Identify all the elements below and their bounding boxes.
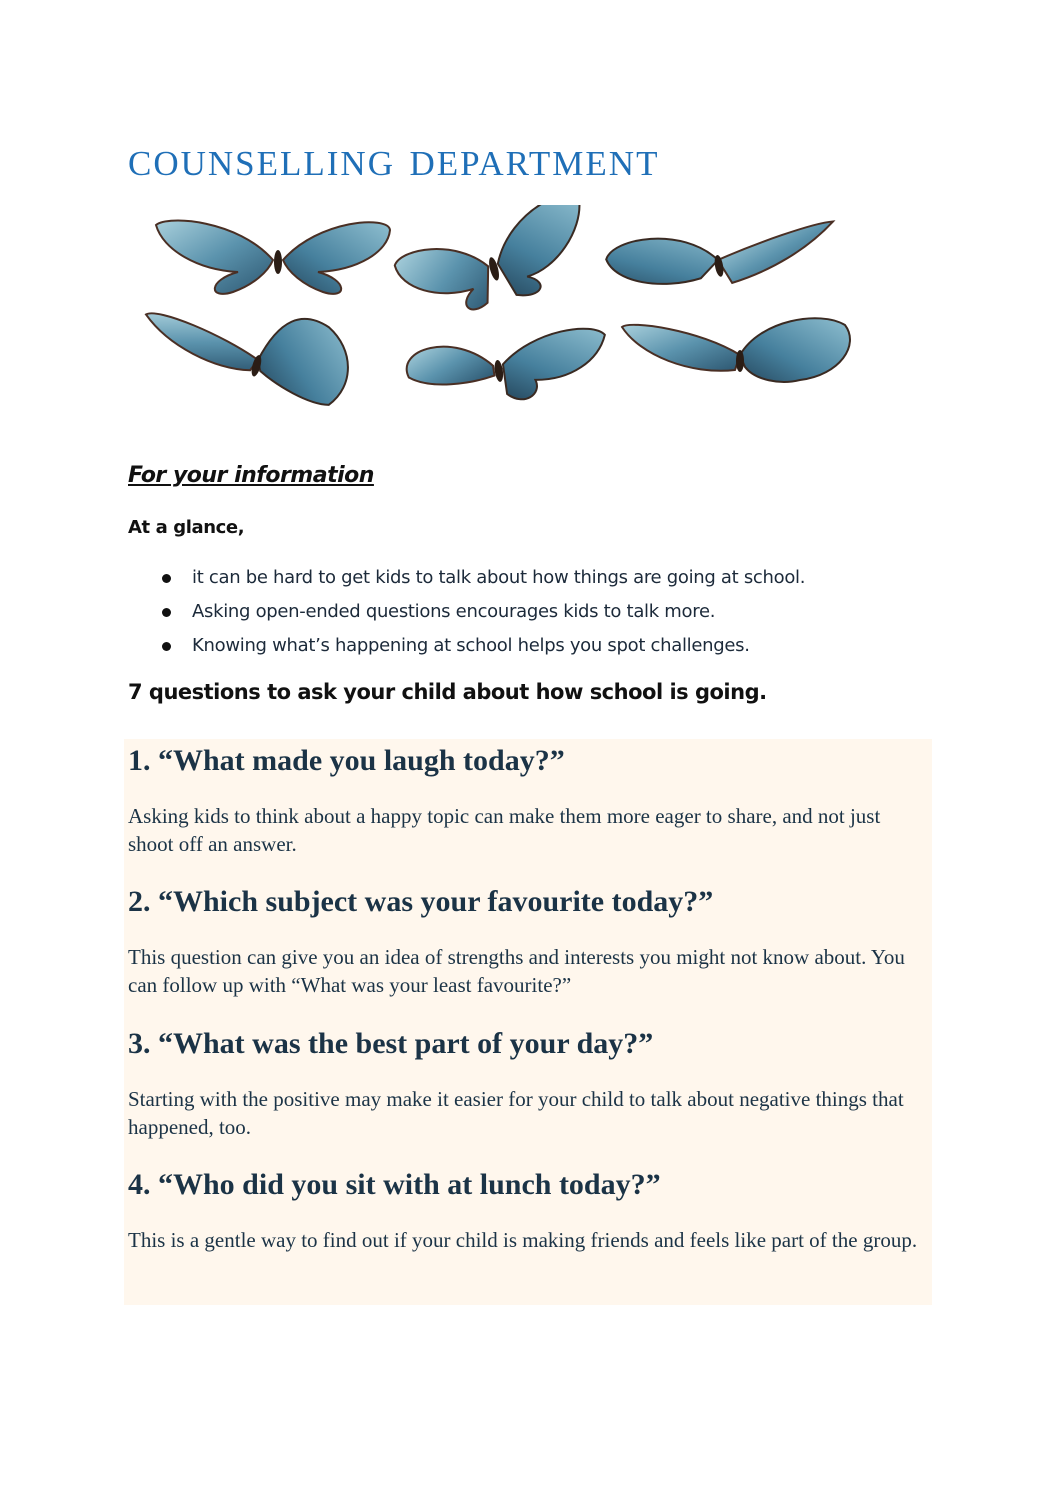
bullet-text: Knowing what’s happening at school helps you spot challenges.	[192, 635, 750, 656]
question-body: This is a gentle way to find out if your child is making friends and feels like part of the group.	[128, 1228, 918, 1252]
bullet-text: Asking open-ended questions encourages kids to talk more.	[192, 601, 716, 622]
question-title: 2. “Which subject was your favourite today?”	[128, 885, 714, 918]
question-body: Asking kids to think about a happy topic can make them more eager to share, and not just shoot off an answer.	[128, 804, 881, 856]
butterfly-3	[604, 207, 841, 304]
bullet-icon	[162, 574, 171, 583]
question-item	[128, 1165, 918, 1254]
bullet-icon	[162, 608, 171, 617]
section-heading: For your information	[128, 463, 374, 488]
question-item	[128, 882, 918, 999]
questions-heading: 7 questions to ask your child about how school is going.	[128, 680, 767, 704]
butterflies-illustration	[128, 205, 868, 415]
question-title: 1. “What made you laugh today?”	[128, 744, 565, 777]
question-title: 3. “What was the best part of your day?”	[128, 1027, 654, 1060]
questions-box	[124, 739, 932, 1305]
bullet-text: it can be hard to get kids to talk about how things are going at school.	[192, 567, 806, 588]
butterfly-1	[156, 221, 390, 294]
question-body: This question can give you an idea of strengths and interests you might not know about. You can follow up with “What was your least favourite?”	[128, 945, 905, 997]
butterfly-6	[622, 318, 850, 382]
butterfly-4	[135, 278, 359, 409]
question-body: Starting with the positive may make it easier for your child to talk about negative things that happened, too.	[128, 1087, 904, 1139]
list-item	[160, 564, 805, 598]
question-title: 4. “Who did you sit with at lunch today?”	[128, 1168, 661, 1201]
bullet-icon	[162, 642, 171, 651]
at-a-glance-label: At a glance,	[128, 517, 245, 538]
butterfly-2	[388, 205, 599, 327]
butterfly-5	[404, 324, 612, 415]
question-item	[128, 1024, 918, 1141]
bullet-list	[160, 564, 805, 666]
list-item	[160, 598, 805, 632]
page-title: counselling department	[128, 130, 660, 186]
question-item	[128, 741, 918, 858]
list-item	[160, 632, 805, 666]
